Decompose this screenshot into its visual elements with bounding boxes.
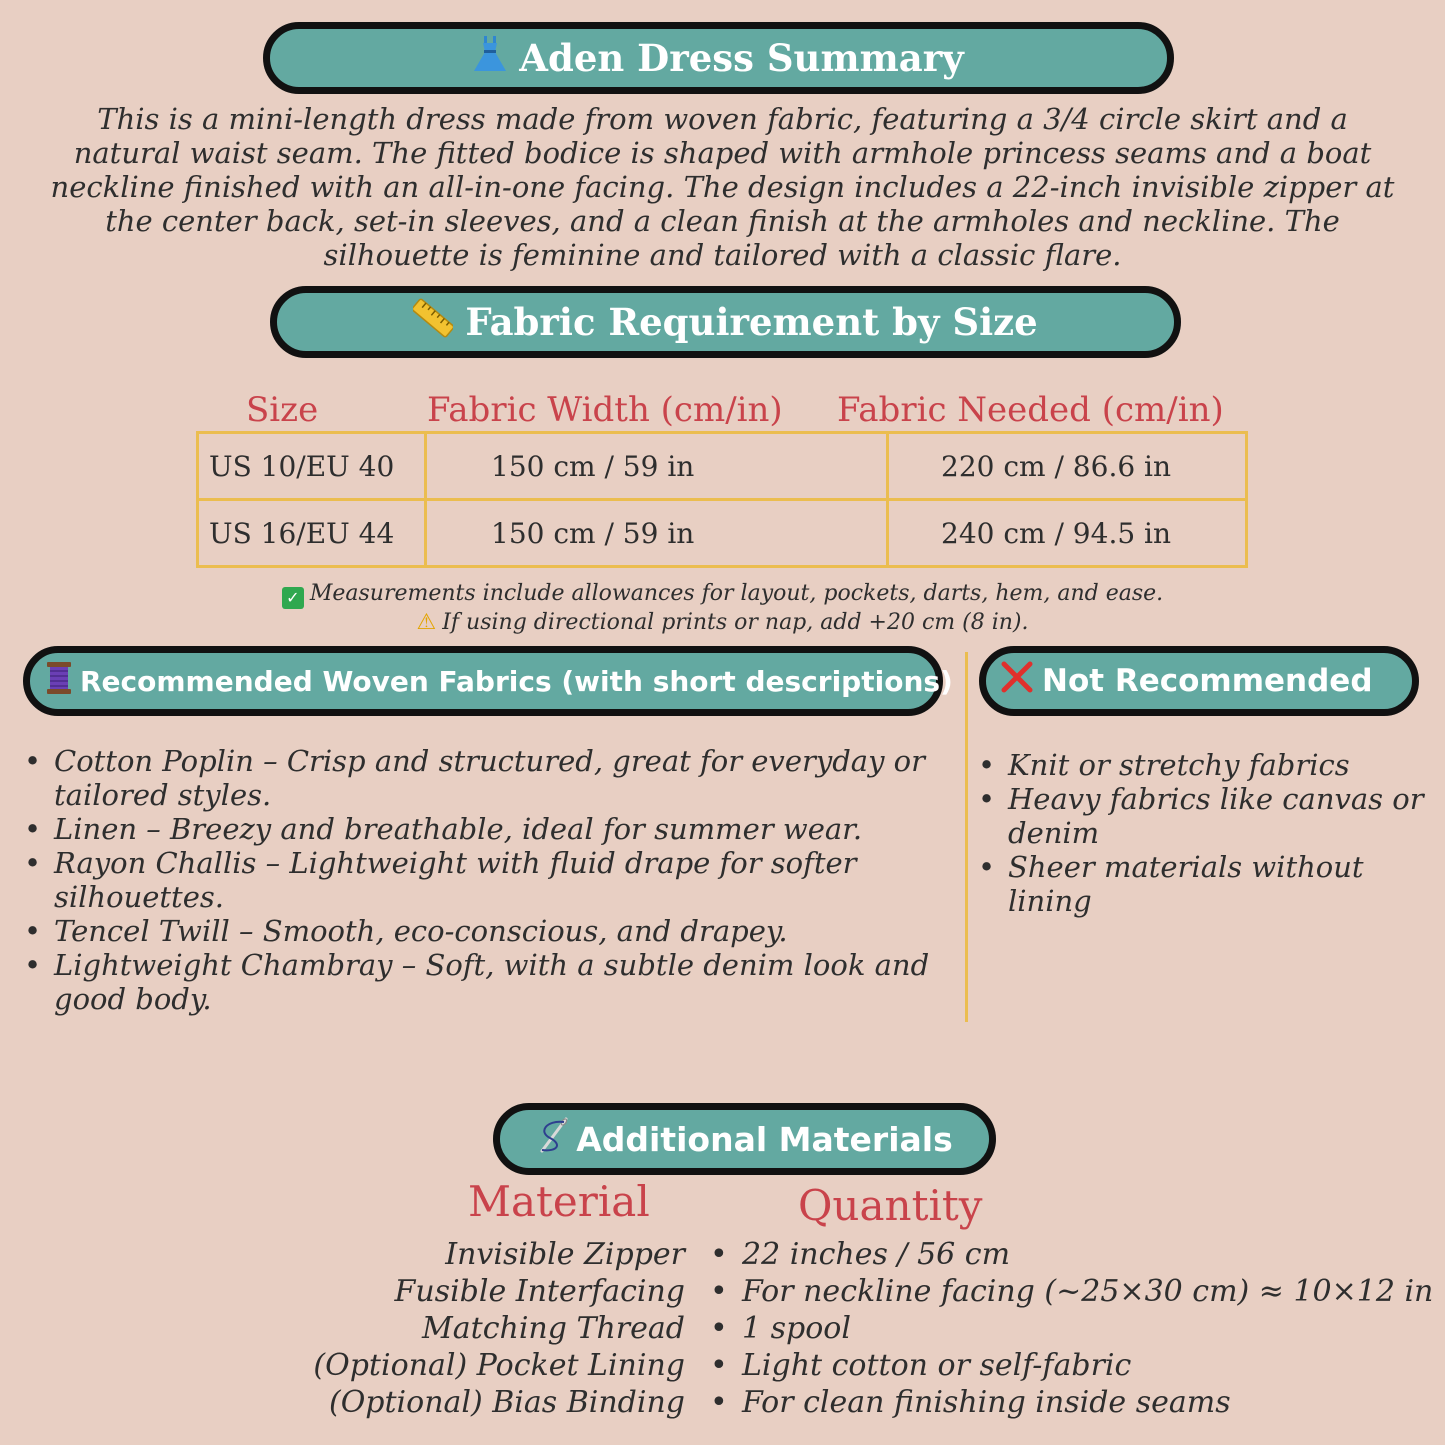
fabric-title: Fabric Requirement by Size <box>465 300 1038 344</box>
list-item: • Cotton Poplin – Crisp and structured, great for everyday or tailored styles. <box>24 744 939 812</box>
material-name: Matching Thread <box>422 1311 685 1346</box>
not-recommended-list <box>978 748 1438 918</box>
note-check: Measurements include allowances for layout, pockets, darts, hem, and ease. <box>309 581 1164 606</box>
not-recommended-title: Not Recommended <box>1042 663 1373 699</box>
recommended-title-pill <box>23 646 953 716</box>
materials-title: Additional Materials <box>576 1119 953 1159</box>
column-divider <box>965 652 968 1022</box>
list-item: • Rayon Challis – Lightweight with fluid drape for softer silhouettes. <box>24 846 939 914</box>
material-name: (Optional) Bias Binding <box>328 1385 685 1420</box>
needle-icon <box>536 1116 570 1162</box>
fabric-table <box>196 431 1248 568</box>
needed-cell: 240 cm / 94.5 in <box>888 500 1247 567</box>
material-quantity: • For clean finishing inside seams <box>710 1384 1440 1421</box>
material-name: Invisible Zipper <box>445 1237 685 1272</box>
width-cell: 150 cm / 59 in <box>426 500 888 567</box>
needed-cell: 220 cm / 86.6 in <box>888 433 1247 500</box>
fabric-notes <box>0 580 1445 637</box>
thread-spool-icon <box>44 660 74 703</box>
recommended-title: Recommended Woven Fabrics (with short descriptions) <box>80 664 953 698</box>
check-icon: ✓ <box>282 587 304 609</box>
list-item: • Sheer materials without lining <box>978 850 1438 918</box>
list-item: • Heavy fabrics like canvas or denim <box>978 782 1438 850</box>
cross-icon <box>1000 660 1034 702</box>
summary-title-pill <box>263 22 1174 94</box>
list-item: • Linen – Breezy and breathable, ideal for summer wear. <box>24 812 939 846</box>
list-item: • Lightweight Chambray – Soft, with a subtle denim look and good body. <box>24 948 939 1016</box>
list-item: • Tencel Twill – Smooth, eco-conscious, and drapey. <box>24 914 939 948</box>
header-fabric-needed: Fabric Needed (cm/in) <box>837 390 1224 430</box>
dress-icon <box>473 35 507 82</box>
header-material: Material <box>468 1177 650 1226</box>
material-names <box>265 1236 685 1421</box>
not-recommended-title-pill <box>979 646 1419 716</box>
table-row <box>198 433 1247 500</box>
warning-icon: ⚠ <box>416 610 437 635</box>
note-warning: If using directional prints or nap, add +20 cm (8 in). <box>442 610 1029 635</box>
material-quantity: • Light cotton or self-fabric <box>710 1347 1440 1384</box>
table-row <box>198 500 1247 567</box>
summary-text: This is a mini-length dress made from woven fabric, featuring a 3/4 circle skirt and a natural waist seam. The fitted bodice is shaped with armhole princess seams and a boat neckline finished with an all-in-one facing. The design includes a 22-inch invisible zipper at the center back, set-in sleeves, and a clean finish at the armholes and neckline. The silhouette is feminine and tailored with a classic flare. <box>50 102 1395 272</box>
width-cell: 150 cm / 59 in <box>426 433 888 500</box>
summary-title: Aden Dress Summary <box>519 36 964 80</box>
material-quantity: • For neckline facing (~25×30 cm) ≈ 10×12 in <box>710 1273 1440 1310</box>
material-quantities <box>710 1236 1440 1421</box>
material-name: Fusible Interfacing <box>394 1274 685 1309</box>
fabric-title-pill <box>270 286 1181 358</box>
materials-title-pill <box>493 1103 996 1175</box>
material-quantity: • 22 inches / 56 cm <box>710 1236 1440 1273</box>
header-size: Size <box>246 390 319 430</box>
list-item: • Knit or stretchy fabrics <box>978 748 1438 782</box>
recommended-list <box>24 744 939 1016</box>
header-quantity: Quantity <box>798 1181 983 1230</box>
size-cell: US 16/EU 44 <box>198 500 426 567</box>
material-name: (Optional) Pocket Lining <box>313 1348 685 1383</box>
ruler-icon <box>413 298 453 347</box>
size-cell: US 10/EU 40 <box>198 433 426 500</box>
material-quantity: • 1 spool <box>710 1310 1440 1347</box>
header-fabric-width: Fabric Width (cm/in) <box>427 390 783 430</box>
